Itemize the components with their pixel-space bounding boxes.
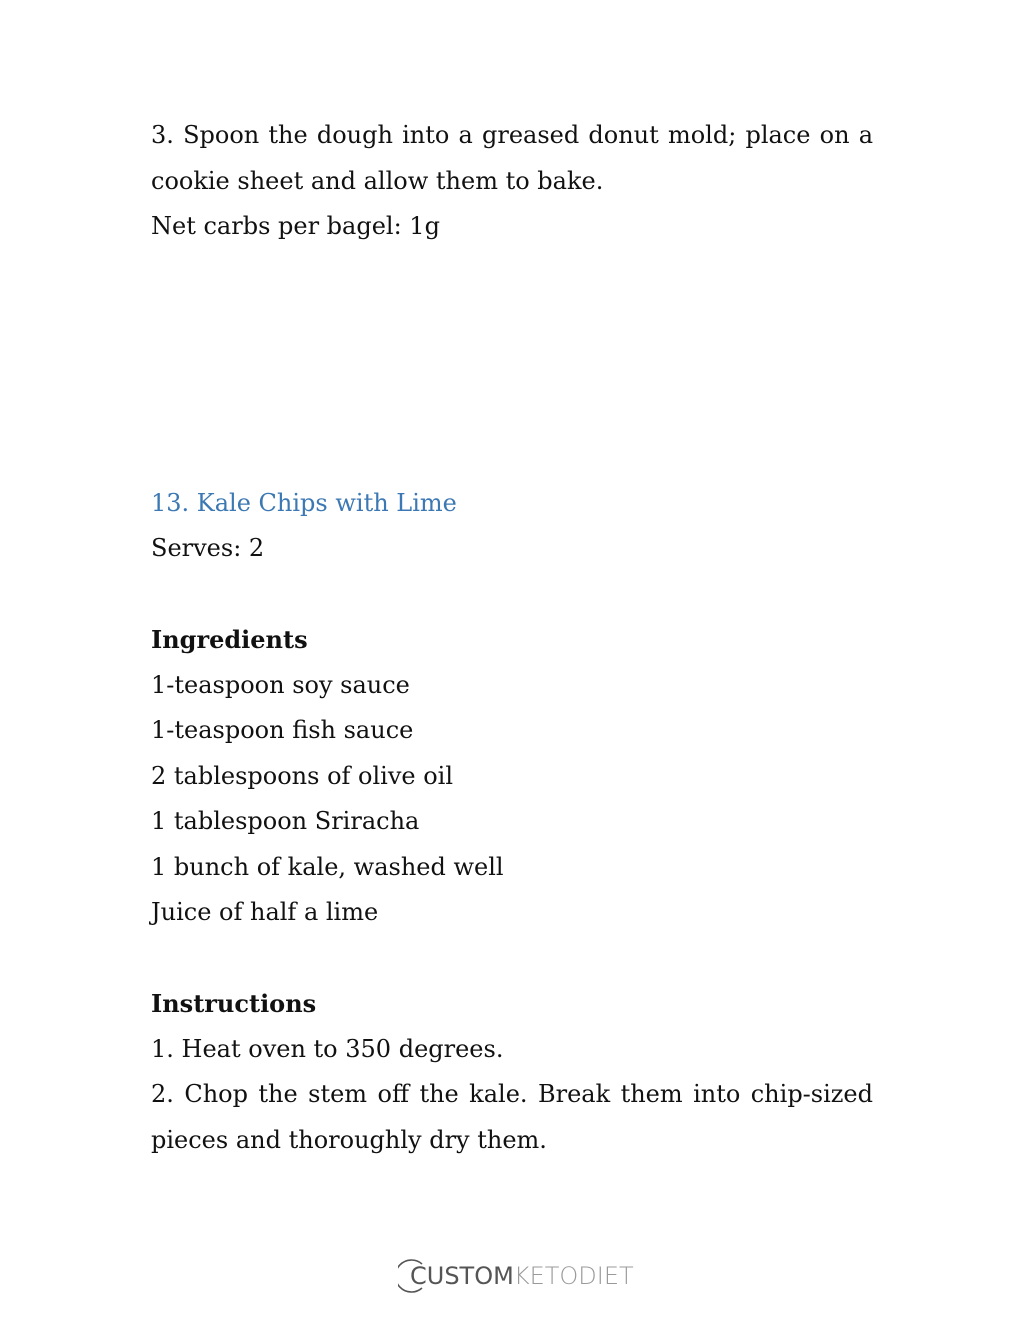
document-page [151,113,873,1163]
previous-recipe-step-3: 3. Spoon the dough into a greased donut mold; place on a cookie sheet and allow them to bake. [151,121,873,195]
previous-recipe-net-carbs: Net carbs per bagel: 1g [151,212,440,240]
logo-text-custom: CUSTOM [410,1262,514,1290]
instruction-step: 1. Heat oven to 350 degrees. [151,1034,504,1063]
ingredient-item: 1-teaspoon soy sauce [151,670,410,699]
instruction-step: 2. Chop the stem off the kale. Break them into chip-sized pieces and thoroughly dry them. [151,1080,873,1154]
logo-text-ketodiet: KETODIET [513,1262,634,1290]
ingredient-item: 1-teaspoon fish sauce [151,716,414,744]
spacer [151,572,873,618]
ingredients-heading: Ingredients [151,625,308,654]
recipe-serves: Serves: 2 [151,534,265,562]
footer-logo [398,1255,634,1297]
section-spacer [151,250,873,481]
logo-wordmark [410,1262,634,1290]
spacer [151,936,873,982]
ingredient-item: Juice of half a lime [151,898,379,926]
ingredient-item: 1 tablespoon Sriracha [151,807,420,835]
instructions-heading: Instructions [151,989,317,1018]
ingredient-item: 1 bunch of kale, washed well [151,852,504,881]
ingredient-item: 2 tablespoons of olive oil [151,761,454,790]
recipe-title: 13. Kale Chips with Lime [151,488,457,517]
